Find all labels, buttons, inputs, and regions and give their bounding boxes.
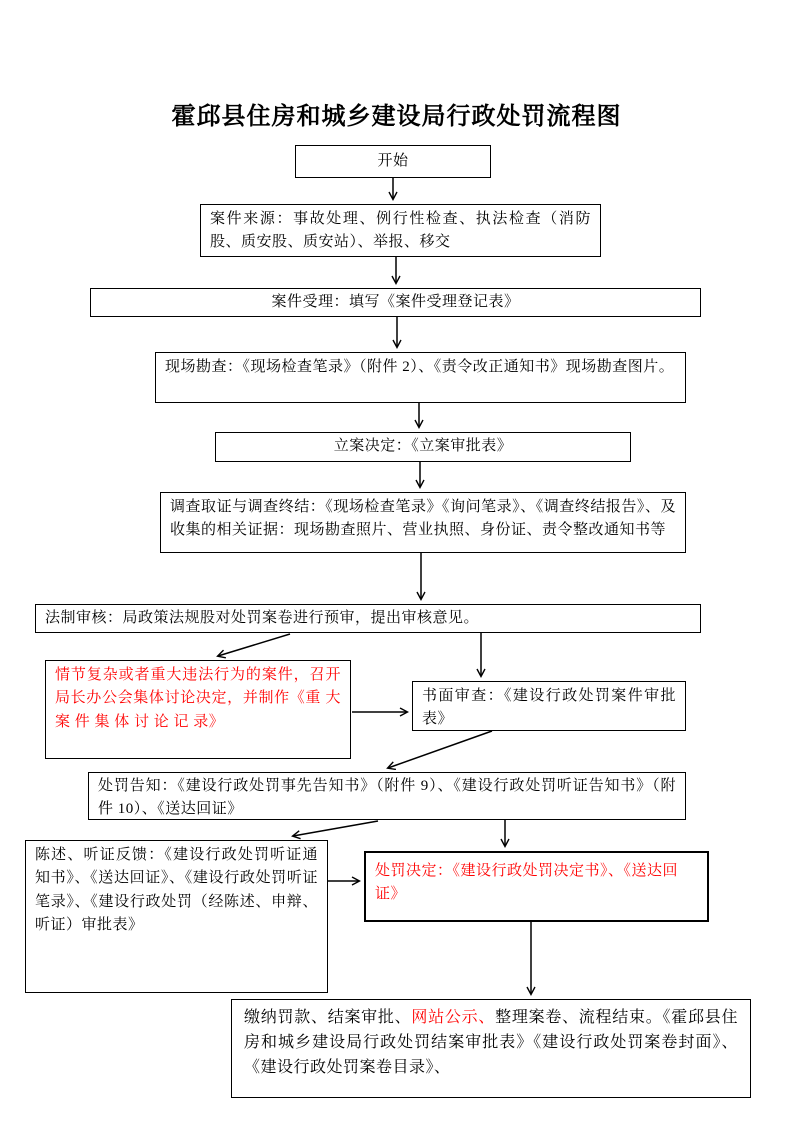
investigation-text: 调查取证与调查终结：《现场检查笔录》《询问笔录》、《调查终结报告》、及收集的相关证据：现场勘查照片、营业执照、身份证、责令整改通知书等 (170, 499, 676, 539)
arrow-legal-review-to-major-case (218, 634, 290, 656)
statement-hearing-feedback-text: 陈述、听证反馈：《建设行政处罚听证通知书》、《送达回证》、《建设行政处罚听证笔录》、《建设行政处罚（经陈述、申辩、听证）审批表》 (35, 847, 318, 933)
flow-box-site-survey (155, 352, 686, 403)
case-acceptance-text: 案件受理：填写《案件受理登记表》 (271, 293, 520, 310)
flow-box-legal-review (35, 604, 701, 633)
penalty-decision-text: 处罚决定：《建设行政处罚决定书》、《送达回证》 (375, 863, 679, 903)
flow-box-written-review (412, 681, 686, 731)
written-review-text: 书面审查：《建设行政处罚案件审批表》 (422, 688, 676, 728)
penalty-notification-text: 处罚告知：《建设行政处罚事先告知书》（附件 9）、《建设行政处罚听证告知书》（附件 10）、《送达回证》 (98, 778, 676, 818)
arrow-penalty-notification-to-statement (293, 821, 378, 836)
flow-box-case-acceptance (90, 288, 701, 317)
case-closing-text-part2: 整理案卷、流程结束。《霍邱县住房和城乡建设局行政处罚结案审批表》《建设行政处罚案卷封面》、《建设行政处罚案卷目录》、 (244, 1009, 738, 1076)
start-label: 开始 (377, 152, 409, 169)
case-closing-text-part1: 缴纳罚款、结案审批、 (244, 1009, 412, 1026)
flow-box-case-source (200, 204, 601, 257)
flow-box-penalty-decision (364, 851, 709, 922)
flow-box-statement-hearing-feedback (25, 840, 328, 993)
arrow-written-review-to-penalty-notification (388, 731, 492, 768)
filing-decision-text: 立案决定：《立案审批表》 (333, 438, 513, 455)
legal-review-text: 法制审核：局政策法规股对处罚案卷进行预审，提出审核意见。 (45, 610, 480, 626)
flow-box-penalty-notification (88, 772, 686, 820)
case-closing-text-red-highlight: 网站公示、 (411, 1009, 496, 1026)
flow-box-investigation (160, 492, 686, 553)
site-survey-text: 现场勘查：《现场检查笔录》（附件 2）、《责令改正通知书》现场勘查图片。 (165, 359, 675, 375)
flow-box-filing-decision (215, 432, 631, 462)
flow-box-major-case-discussion (45, 660, 351, 759)
page-title: 霍邱县住房和城乡建设局行政处罚流程图 (171, 104, 622, 130)
case-source-text: 案件来源：事故处理、例行性检查、执法检查（消防股、质安股、质安站）、举报、移交 (210, 211, 591, 251)
major-case-discussion-text: 情节复杂或者重大违法行为的案件，召开局长办公会集体讨论决定，并制作《重 大 案 件 集 体 讨 论 记 录》 (55, 667, 341, 730)
flow-box-case-closing (231, 999, 751, 1098)
flow-box-start (295, 145, 491, 178)
